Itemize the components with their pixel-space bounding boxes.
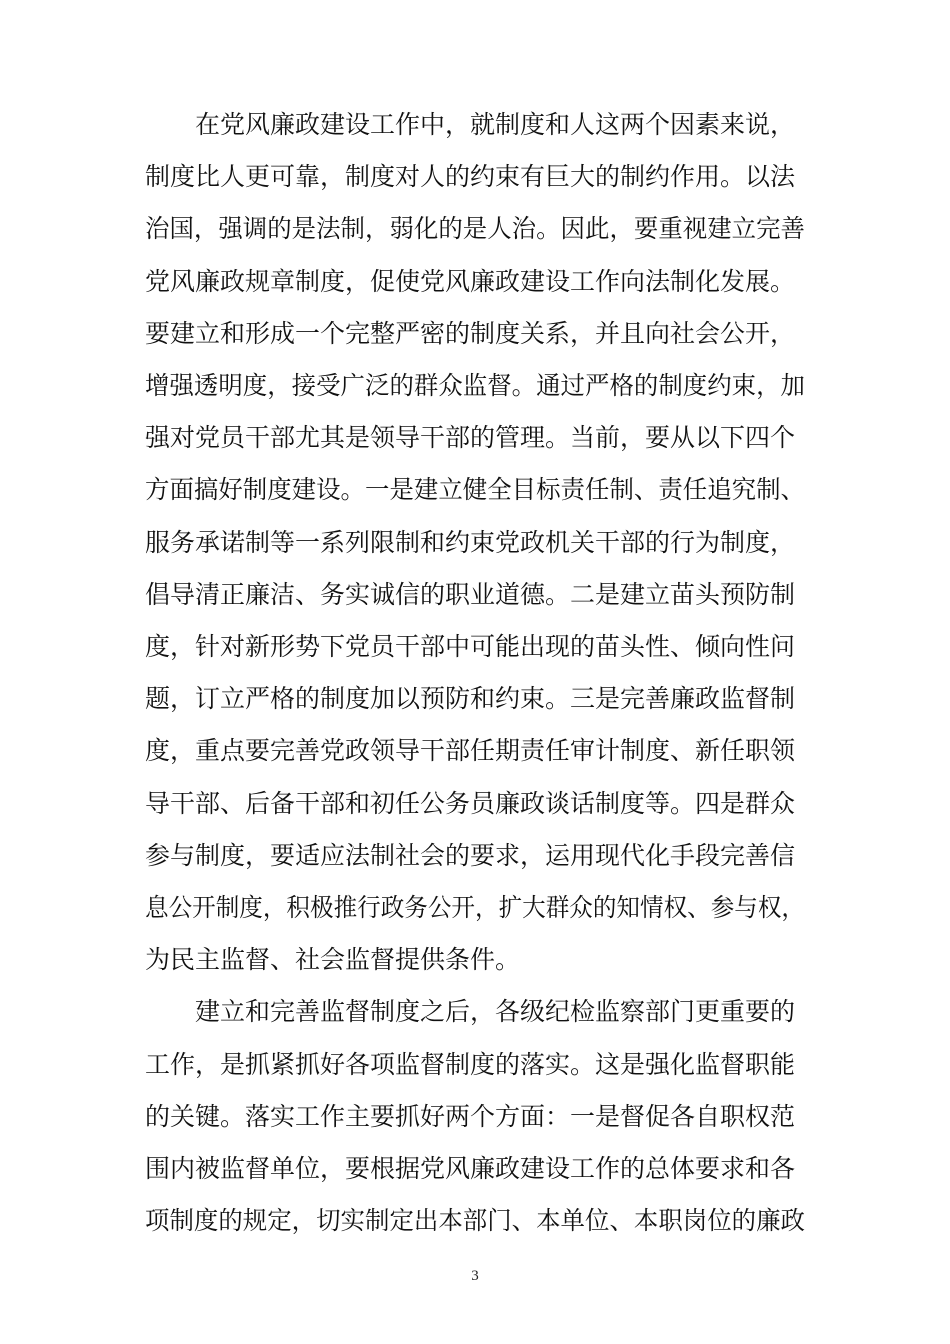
- text-line: 在党风廉政建设工作中，就制度和人这两个因素来说，: [195, 110, 796, 139]
- text-line: 治国，强调的是法制，弱化的是人治。因此，要重视建立完善: [145, 214, 806, 244]
- text-line: 增强透明度，接受广泛的群众监督。通过严格的制度约束，加: [145, 371, 806, 400]
- text-line: 强对党员干部尤其是领导干部的管理。当前，要从以下四个: [145, 423, 796, 453]
- text-line: 建立和完善监督制度之后，各级纪检监察部门更重要的: [195, 997, 796, 1027]
- text-line: 党风廉政规章制度，促使党风廉政建设工作向法制化发展。: [145, 266, 796, 296]
- text-line: 度，重点要完善党政领导干部任期责任审计制度、新任职领: [145, 736, 796, 766]
- text-line: 的关键。落实工作主要抓好两个方面：一是督促各自职权范: [145, 1101, 796, 1131]
- text-line: 方面搞好制度建设。一是建立健全目标责任制、责任追究制、: [145, 475, 806, 505]
- text-line: 制度比人更可靠，制度对人的约束有巨大的制约作用。以法: [145, 162, 796, 192]
- text-line: 为民主监督、社会监督提供条件。: [145, 945, 521, 975]
- text-line: 参与制度，要适应法制社会的要求，运用现代化手段完善信: [145, 840, 796, 870]
- text-line: 要建立和形成一个完整严密的制度关系，并且向社会公开，: [145, 318, 796, 348]
- text-line: 导干部、后备干部和初任公务员廉政谈话制度等。四是群众: [145, 788, 796, 818]
- text-line: 度，针对新形势下党员干部中可能出现的苗头性、倾向性问: [145, 632, 796, 661]
- text-line: 息公开制度，积极推行政务公开，扩大群众的知情权、参与权，: [145, 893, 806, 922]
- text-line: 项制度的规定，切实制定出本部门、本单位、本职岗位的廉政: [145, 1206, 806, 1236]
- page-number: 3: [471, 1268, 479, 1284]
- text-line: 围内被监督单位，要根据党风廉政建设工作的总体要求和各: [145, 1154, 796, 1183]
- text-line: 倡导清正廉洁、务实诚信的职业道德。二是建立苗头预防制: [145, 579, 796, 609]
- text-line: 服务承诺制等一系列限制和约束党政机关干部的行为制度，: [145, 527, 796, 557]
- text-line: 工作，是抓紧抓好各项监督制度的落实。这是强化监督职能: [145, 1049, 796, 1079]
- text-line: 题，订立严格的制度加以预防和约束。三是完善廉政监督制: [145, 684, 796, 714]
